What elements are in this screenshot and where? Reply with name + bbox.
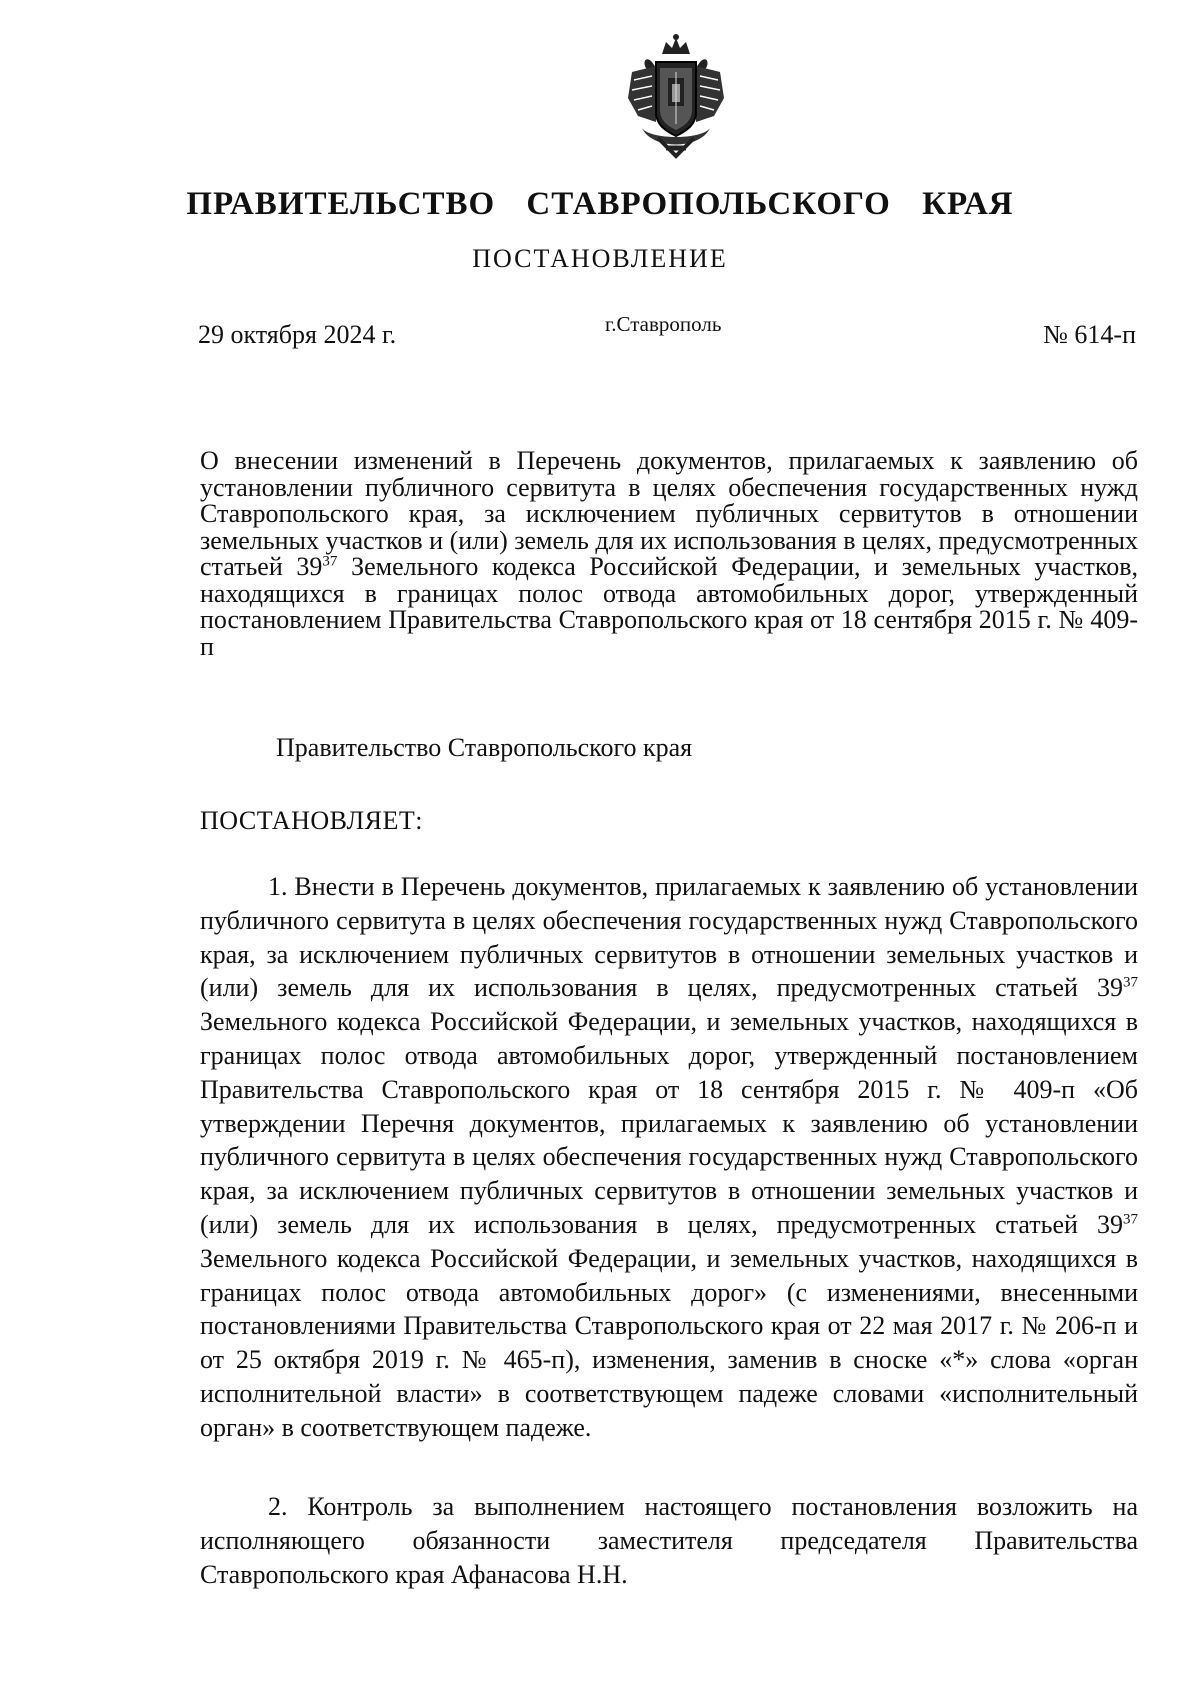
document-type: ПОСТАНОВЛЕНИЕ <box>472 244 728 273</box>
document-subject <box>200 448 1138 660</box>
document-number: № 614-п <box>1043 320 1136 349</box>
subject-superscript: 37 <box>322 553 338 570</box>
subject-text-part2: Земельного кодекса Российской Федерации, и земельных участков, находящихся в границах полос отвода автомобильных дорог, утвержденный постановлением Правительства Ставропольского края от 18 сентября 2015 г. № 409-п <box>200 552 1138 661</box>
paragraph-1 <box>200 870 1138 1445</box>
subject-text-part1: О внесении изменений в Перечень документов, прилагаемых к заявлению об установлении публичного сервитута в целях обеспечения государственных нужд Ставропольского края, за исключением публичных сервитутов в отношении земельных участков и (или) земель для их использования в целях, предусмотренных статьей 39 <box>200 446 1138 581</box>
resolves-heading: ПОСТАНОВЛЯЕТ: <box>200 806 423 835</box>
document-date: 29 октября 2024 г. <box>198 320 397 349</box>
paragraph-1-superscript-2: 37 <box>1123 1211 1138 1228</box>
coat-of-arms-emblem <box>622 32 730 162</box>
paragraph-1-part3: Земельного кодекса Российской Федерации, и земельных участков, находящихся в границах полос отвода автомобильных дорог» (с изменениями, внесенными постановлениями Правительства Ставропольского края от 22 мая 2017 г. № 206-п и от 25 октября 2019 г. № 465-п), изменения, заменив в сноске «*» слова «орган исполнительной власти» в соответствующем падеже словами «исполнительный орган» в соответствующем падеже. <box>200 1243 1138 1442</box>
issuing-organization: Правительство Ставропольского края <box>276 733 693 762</box>
document-city: г.Ставрополь <box>605 312 722 336</box>
paragraph-1-part2: Земельного кодекса Российской Федерации, и земельных участков, находящихся в границах полос отвода автомобильных дорог, утвержденный постановлением Правительства Ставропольского края от 18 сентября 2015 г. № 409-п «Об утверждении Перечня документов, прилагаемых к заявлению об установлении публичного сервитута в целях обеспечения государственных нужд Ставропольского края, за исключением публичных сервитутов в отношении земельных участков и (или) земель для их использования в целях, предусмотренных статьей 39 <box>200 1007 1138 1239</box>
government-title: ПРАВИТЕЛЬСТВО СТАВРОПОЛЬСКОГО КРАЯ <box>186 186 1014 222</box>
paragraph-1-superscript-1: 37 <box>1123 974 1138 991</box>
paragraph-1-part1: 1. Внести в Перечень документов, прилагаемых к заявлению об установлении публичного сервитута в целях обеспечения государственных нужд Ставропольского края, за исключением публичных сервитутов в отношении земельных участков и (или) земель для их использования в целях, предусмотренных статьей 39 <box>200 872 1138 1003</box>
paragraph-2: 2. Контроль за выполнением настоящего постановления возложить на исполняющего обязанности заместителя председателя Правительства Ставропольского края Афанасова Н.Н. <box>200 1492 1138 1589</box>
